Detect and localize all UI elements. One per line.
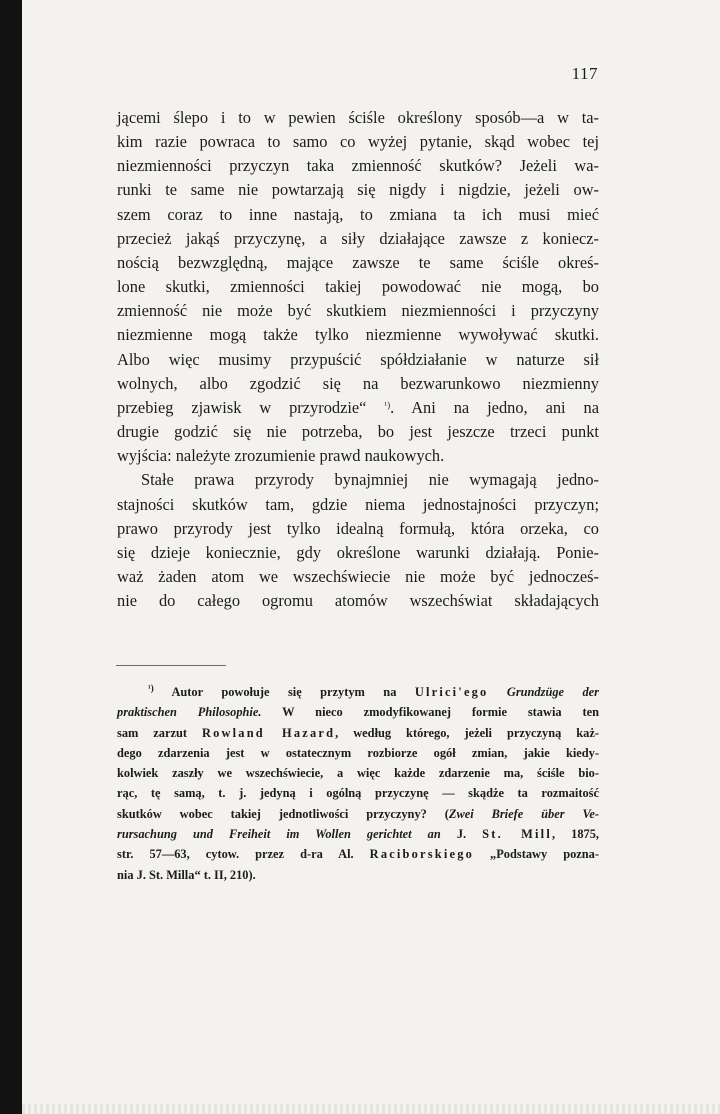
text-line: prawo przyrody jest tylko idealną formułą, która orzeka, co: [117, 518, 599, 538]
footnote-reference: ¹): [384, 399, 391, 410]
text-line: Albo więc musimy przypuścić spółdziałanie w naturze sił: [117, 349, 599, 369]
text-line: drugie godzić się nie potrzeba, bo jest jeszcze trzeci punkt: [117, 422, 599, 442]
text-line: przecież jakąś przyczynę, a siły działające zawsze z koniecz-: [117, 228, 599, 248]
author-name: Rowland Hazard: [201, 725, 336, 740]
footnote-line: kolwiek zaszły we wszechświecie, a więc każde zdarzenie ma, ściśle bio-: [117, 766, 599, 781]
text-line: się dzieje koniecznie, gdy określone warunki działają. Ponie-: [117, 542, 599, 562]
text-line: wyjścia: należyte zrozumienie prawd naukowych.: [117, 446, 445, 466]
footnote: [117, 682, 599, 885]
text-line: jącemi ślepo i to w pewien ściśle określony sposób—a w ta-: [117, 108, 599, 127]
text-line: runki te same nie powtarzają się nigdy i nigdzie, jeżeli ow-: [117, 180, 599, 200]
text-line-with-footnote-ref: [117, 396, 599, 420]
author-name: St. Mill: [482, 827, 552, 842]
footnote-line: praktischen Philosophie. W nieco zmodyfikowanej formie stawia ten: [117, 705, 599, 720]
book-title: Grundzüge der: [506, 685, 599, 699]
text-line: lone skutki, zmienności takiej powodować nie mogą, bo: [117, 277, 599, 297]
footnote-marker: ¹): [148, 683, 154, 693]
footnote-line: rursachung und Freiheit im Wollen gerichtet an J. St. Mill, 1875,: [117, 827, 599, 842]
footnote-line: str. 57—63, cytow. przez d-ra Al. Raciborskiego „Podstawy pozna-: [117, 847, 600, 862]
scan-bottom-edge: [22, 1104, 720, 1114]
text-line: wolnych, albo zgodzić się na bezwarunkowo niezmienny: [117, 373, 599, 393]
text-line: stajności skutków tam, gdzie niema jednostajności przyczyn;: [117, 494, 599, 514]
footnote-line: $^{^1)}$ Autor powołuje się przytym na Ulrici'ego Grundzüge der: [148, 683, 599, 699]
book-title: rursachung und Freiheit im Wollen gerichtet an: [117, 827, 441, 842]
footnote-line: skutków wobec takiej jednotliwości przyczyny? (Zwei Briefe über Ve-: [117, 806, 599, 821]
text-line: nością bezwzględną, mające zawsze te same ściśle okreś-: [117, 252, 599, 272]
text-line: nie do całego ogromu atomów wszechświat składających: [117, 591, 599, 611]
text-line: waż żaden atom we wszechświecie nie może być jednocześ-: [117, 566, 599, 586]
text-segment: . Ani na jedno, ani na: [390, 397, 599, 417]
book-title: Zwei Briefe über Ve-: [448, 806, 599, 821]
body-text: [117, 106, 599, 613]
footnote-divider: [116, 665, 226, 666]
text-line: zmienność nie może być skutkiem niezmienności i przyczyny: [117, 301, 599, 321]
text-line: kim razie powraca to samo co wyżej pytanie, skąd wobec tej: [117, 132, 599, 152]
page-number: 117: [571, 64, 598, 83]
footnote-line: dego zdarzenia jest w ostatecznym rozbiorze ogół zmian, jakie kiedy-: [117, 745, 599, 760]
text-line: szem coraz to inne nastają, to zmiana ta ich musi mieć: [117, 204, 599, 224]
text-segment: przebieg zjawisk w przyrodzie“: [117, 397, 385, 417]
author-name: Raciborskiego: [369, 847, 474, 862]
footnote-line: nia J. St. Milla“ t. II, 210).: [117, 867, 256, 882]
footnote-line: rąc, tę samą, t. j. jedyną i ogólną przyczynę — skądże ta rozmaitość: [117, 786, 599, 801]
text-line: niezmienne mogą także tylko niezmienne wywoływać skutki.: [117, 325, 599, 345]
footnote-line: sam zarzut Rowland Hazard, według którego, jeżeli przyczyną każ-: [117, 725, 599, 740]
author-name: Ulrici'ego: [414, 685, 489, 699]
book-title: praktischen Philosophie.: [117, 705, 262, 720]
scan-spine-edge: [0, 0, 22, 1114]
text-line: niezmienności przyczyn taka zmienność skutków? Jeżeli wa-: [117, 156, 599, 176]
text-line: Stałe prawa przyrody bynajmniej nie wymagają jedno-: [141, 470, 599, 490]
